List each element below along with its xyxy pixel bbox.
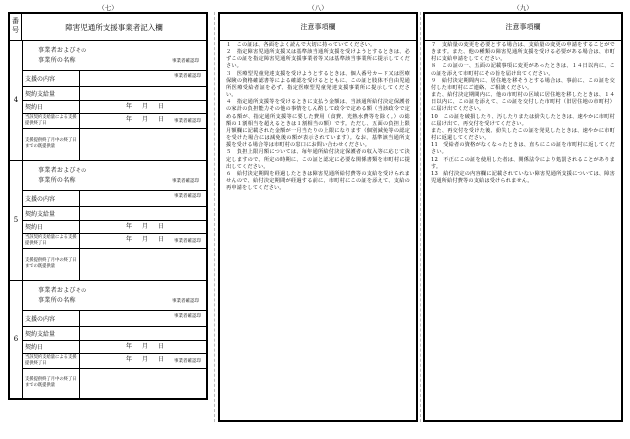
record-group-6 bbox=[10, 280, 206, 398]
year-label: 年 bbox=[126, 223, 133, 230]
notes-panel-9 bbox=[423, 12, 623, 422]
month-label: 月 bbox=[142, 116, 149, 123]
contract-date-label: 契約日 bbox=[22, 100, 80, 113]
month-label: 月 bbox=[142, 343, 149, 350]
month-label: 月 bbox=[142, 236, 149, 243]
provider-name-label: 事業者およびその 事業所の名称 bbox=[38, 167, 87, 184]
amount-label: 契約支給量 bbox=[22, 206, 80, 220]
day-label: 日 bbox=[158, 103, 165, 110]
page-label-7: （七） bbox=[98, 4, 118, 12]
page-label-8: （八） bbox=[308, 4, 328, 12]
provider-record-table bbox=[8, 12, 208, 400]
confirm-stamp-label: 事業者確認印 bbox=[174, 239, 201, 244]
amount-row[interactable] bbox=[22, 206, 206, 221]
end-date-row[interactable] bbox=[22, 233, 206, 249]
table-title: 障害児通所支援事業者記入欄 bbox=[65, 22, 163, 32]
provider-name-label: 事業者およびその 事業所の名称 bbox=[38, 47, 87, 64]
page-label-9: （九） bbox=[513, 4, 533, 12]
used-amount-label: 支援提供終了月中の終了日までの既提供量 bbox=[22, 128, 80, 160]
service-label: 支援の内容 bbox=[22, 190, 80, 206]
year-label: 年 bbox=[126, 103, 133, 110]
end-date-label: 当該契約支給量による支援提供終了日 bbox=[22, 113, 80, 128]
used-amount-row[interactable] bbox=[22, 128, 206, 160]
number-header: 番 号 bbox=[10, 14, 22, 40]
amount-row[interactable] bbox=[22, 326, 206, 341]
amount-row[interactable] bbox=[22, 86, 206, 101]
contract-date-row[interactable] bbox=[22, 100, 206, 114]
provider-name-row[interactable] bbox=[22, 40, 206, 71]
record-number: 6 bbox=[10, 280, 23, 398]
record-group-5 bbox=[10, 160, 206, 281]
fold-line bbox=[214, 12, 215, 422]
month-label: 月 bbox=[142, 223, 149, 230]
year-label: 年 bbox=[126, 343, 133, 350]
end-date-row[interactable] bbox=[22, 113, 206, 129]
month-label: 月 bbox=[142, 356, 149, 363]
confirm-stamp-label: 事業者確認印 bbox=[174, 314, 201, 319]
year-label: 年 bbox=[126, 116, 133, 123]
record-number: 5 bbox=[10, 160, 23, 280]
confirm-stamp-label: 事業者確認印 bbox=[172, 59, 199, 64]
used-amount-label: 支援提供終了月中の終了日までの既提供量 bbox=[22, 248, 80, 280]
used-amount-row[interactable] bbox=[22, 368, 206, 398]
confirm-stamp-label: 事業者確認印 bbox=[174, 119, 201, 124]
year-label: 年 bbox=[126, 356, 133, 363]
fold-line bbox=[420, 12, 421, 422]
notes-panel-8 bbox=[218, 12, 418, 422]
confirm-stamp-label: 事業者確認印 bbox=[172, 179, 199, 184]
amount-label: 契約支給量 bbox=[22, 326, 80, 340]
end-date-label: 当該契約支給量による支援提供終了日 bbox=[22, 233, 80, 248]
provider-name-label: 事業者およびその 事業所の名称 bbox=[38, 287, 87, 304]
record-group-4 bbox=[10, 40, 206, 161]
service-label: 支援の内容 bbox=[22, 70, 80, 86]
contract-date-label: 契約日 bbox=[22, 340, 80, 353]
notes-text: ７ 支給量の変更を必要とする場合は、支給量の変更の申請をすることができます。また、他の種類の障害児通所支援を受ける必要がある場合は、市町村に支給申請をしてください。 ８ この証の一、五面の記載事項に変更があったときは、１４日以内に、この証を添えて市町村にその旨を届け出てください。 ９ 給付決定期間内に、居住地を移そうとする場合は、事前に、この証を交付した市町村にご連絡、ご相談ください。 また、給付決定期間内に、他の市町村の区域に居住地を移したときは、１４日以内に、この証を添えて、この証を交付した市町村（旧居住地の市町村）に届け出てください。 10 この証を破損したり、汚したりまたは紛失したときは、速やかに市町村に届け出て、再交付を受けてください。 また、再交付を受けた後、紛失したこの証を発見したときは、速やかに市町村に返還してください。 11 受給者の資格がなくなったときは、直ちにこの証を市町村に返してください。 12 不正にこの証を使用した者は、関係法令により処罰されることがあります。 13 給付決定の内容欄に記載されていない障害児通所支援については、障害児通所給付費等の支給は受けられません。 bbox=[431, 42, 615, 184]
day-label: 日 bbox=[158, 236, 165, 243]
day-label: 日 bbox=[158, 356, 165, 363]
service-row[interactable] bbox=[22, 310, 206, 327]
confirm-stamp-label: 事業者確認印 bbox=[174, 74, 201, 79]
amount-label: 契約支給量 bbox=[22, 86, 80, 100]
service-label: 支援の内容 bbox=[22, 310, 80, 326]
confirm-stamp-label: 事業者確認印 bbox=[174, 194, 201, 199]
end-date-row[interactable] bbox=[22, 353, 206, 369]
notes-title: 注意事項欄 bbox=[220, 14, 416, 41]
contract-date-row[interactable] bbox=[22, 220, 206, 234]
confirm-stamp-label: 事業者確認印 bbox=[172, 299, 199, 304]
day-label: 日 bbox=[158, 343, 165, 350]
service-row[interactable] bbox=[22, 190, 206, 207]
month-label: 月 bbox=[142, 103, 149, 110]
record-number: 4 bbox=[10, 40, 23, 160]
notes-title: 注意事項欄 bbox=[425, 14, 621, 41]
confirm-stamp-label: 事業者確認印 bbox=[174, 359, 201, 364]
service-row[interactable] bbox=[22, 70, 206, 87]
day-label: 日 bbox=[158, 116, 165, 123]
contract-date-row[interactable] bbox=[22, 340, 206, 354]
provider-name-row[interactable] bbox=[22, 160, 206, 191]
year-label: 年 bbox=[126, 236, 133, 243]
contract-date-label: 契約日 bbox=[22, 220, 80, 233]
provider-name-row[interactable] bbox=[22, 280, 206, 311]
table-header bbox=[10, 14, 206, 41]
used-amount-row[interactable] bbox=[22, 248, 206, 280]
day-label: 日 bbox=[158, 223, 165, 230]
notes-text: １ この証は、各面をよく読んで大切に持っていてください。 ２ 指定障害児通所支援又は基準該当通所支援を受けようとするときは、必ずこの証を指定障害児通所支援事業者等又は基準該当事業所に提示してください。 ３ 医療型児童発達支援を受けようとするときは、個人番号カード又は医療保険の資格確認書等による確認を受けるとともに、この証と肢体不自由児通所医療受給者証を必ず、指定医療型児童発達支援事業所に提示してください。 ４ 指定通所支援等を受けるときに支払う金額は、当該通所給付決定保護者の家計の負担能力その他の事情をしん酌して政令で定める額（当該政令で定める額が、指定通所支援等に要した費用（食費、光熱水費等を除く。）の総額の１割相当を超えるときは１割相当の額）です。ただし、五面の負担上限月額欄に記載された金額が一月当たりの上限になります（個別減免等の認定を受けた場合には減免後の額が表示されています）。なお、基準該当通所支援を受ける場合等は市町村の窓口にお問い合わせください。 ５ 負担上限月額については、毎年通所給付決定保護者の収入等に応じて決定しますので、所定の時期に、この証と認定に必要な関係書類を市町村に提出してください。 ６ 給付決定期間を経過したときは障害児通所給付費等の支給を受けられませんので、給付決定期間が経過する前に、市町村にこの証を添えて、支給の再申請をしてください。 bbox=[226, 42, 410, 192]
end-date-label: 当該契約支給量による支援提供終了日 bbox=[22, 353, 80, 368]
used-amount-label: 支援提供終了月中の終了日までの既提供量 bbox=[22, 368, 80, 398]
